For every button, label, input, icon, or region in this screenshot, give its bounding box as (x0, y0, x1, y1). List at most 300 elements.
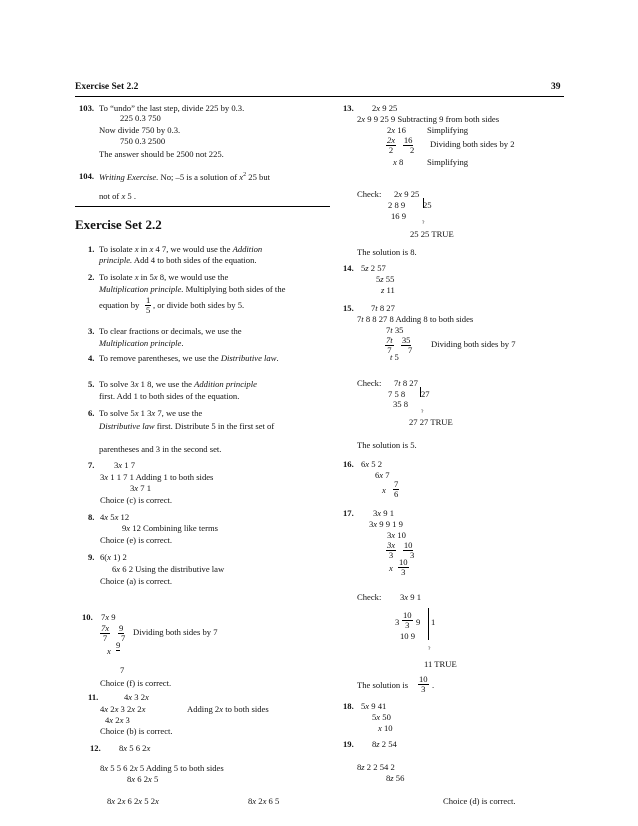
math-line (400, 593, 421, 602)
text-run: 2 57 (368, 263, 386, 273)
math-line (101, 613, 116, 622)
var: x (134, 483, 139, 493)
math-line (369, 520, 403, 529)
text-run: to both sides (223, 704, 269, 714)
step-note: Simplifying (427, 125, 469, 135)
coef: 6 2 (125, 796, 139, 806)
math-line (357, 763, 395, 772)
math-line (357, 315, 473, 324)
coef: 3 (373, 508, 378, 518)
problem-number: 14. (343, 263, 354, 273)
choice-text: Choice (d) is correct. (443, 796, 516, 806)
var: x (121, 191, 126, 201)
solution-text: The solution is 5. (357, 440, 417, 450)
text-run: 10 (395, 530, 406, 540)
var: x (114, 704, 119, 714)
coef: 5 (361, 701, 366, 711)
var: z (380, 274, 384, 284)
text-run: To solve 5 (99, 408, 135, 418)
problem-number: 103. (79, 103, 95, 113)
problem-number: 104. (79, 171, 95, 181)
text-run: No; –5 is a solution of (158, 171, 240, 182)
problem-number: 3. (88, 326, 95, 336)
coef: 9 (122, 523, 127, 533)
coef: 8 (107, 796, 112, 806)
text-run: Addition (232, 244, 263, 254)
text-run: 16 (395, 125, 406, 135)
coef: 6 (112, 564, 117, 574)
denominator: 3 (410, 549, 415, 560)
choice-text: Choice (a) is correct. (100, 576, 173, 586)
denominator: 7 (387, 344, 392, 355)
numerator: 10 (419, 674, 428, 684)
var: x (119, 715, 124, 725)
coef: 6 (375, 470, 380, 480)
problem-text (99, 192, 136, 201)
var: x (382, 485, 386, 495)
denominator: 7 (121, 632, 126, 643)
coef: 3 2 (132, 692, 146, 702)
fraction (386, 541, 396, 559)
text-run: . (181, 338, 184, 348)
coef: 8 (100, 763, 105, 773)
check-label: Check: (357, 189, 382, 199)
var: x (252, 796, 257, 806)
text-run: To remove parentheses, we use the (99, 353, 221, 363)
denominator: 3 (405, 619, 410, 630)
var: z (365, 263, 369, 273)
var: t (390, 325, 393, 335)
coef: 7 (357, 314, 362, 324)
check-label: Check: (357, 592, 382, 602)
math-line: 2 8 9 (388, 200, 406, 210)
text-run: 10 (383, 723, 393, 733)
fraction (393, 480, 399, 498)
text-run: 1 1 7 1 Adding 1 to both sides (108, 472, 214, 482)
numerator: 9 (116, 640, 121, 650)
text-run: Distributive law (99, 421, 155, 431)
var: x (151, 408, 156, 418)
coef: 5 (361, 263, 366, 273)
text-run: 5 Adding 5 to both sides (137, 763, 224, 773)
var: z (376, 739, 380, 749)
coef: 5 (372, 712, 377, 722)
var: x (116, 564, 121, 574)
text-run: 7 (383, 470, 390, 480)
coef: 2 (113, 715, 120, 725)
text-run: 8 27 (400, 378, 418, 388)
problem-number: 19. (343, 739, 354, 749)
math-line (386, 326, 403, 335)
text-run: To solve 3 (99, 379, 135, 389)
var: x (131, 704, 136, 714)
text-run: Distributive law (220, 353, 277, 363)
text-run: 9 1 (381, 508, 395, 518)
fraction (418, 675, 429, 693)
var: t (398, 378, 401, 388)
denominator: 7 (102, 632, 108, 643)
var: x (105, 612, 110, 622)
text-run: Addition principle (194, 379, 257, 389)
var: x (146, 743, 151, 753)
math-line (372, 740, 397, 749)
coef: 8 (386, 773, 391, 783)
problem-text (99, 256, 257, 265)
var: x (111, 796, 116, 806)
coef: 3 2 (118, 704, 132, 714)
text-run: To isolate (99, 244, 135, 254)
math-line (394, 379, 418, 388)
var: t (375, 303, 378, 313)
math-line (361, 702, 386, 711)
math-line (100, 513, 129, 522)
coef: 2 (387, 125, 392, 135)
math-line (393, 158, 403, 167)
text-run: 8 (398, 157, 404, 167)
math-line (373, 509, 394, 518)
problem-number: 12. (90, 743, 101, 753)
var: x (376, 712, 381, 722)
var: x (361, 114, 366, 124)
problem-number: 10. (82, 612, 93, 622)
var: z (381, 285, 385, 295)
coef: 4 (124, 692, 129, 702)
numerator: 10 (403, 610, 412, 620)
numerator: 35 (401, 335, 411, 345)
text-run: 5 (394, 352, 399, 362)
text-run: 1 3 (138, 408, 152, 418)
coef: 2 (357, 114, 362, 124)
math-line: 16 9 (391, 211, 407, 221)
coef: 3 (130, 483, 135, 493)
math-line (100, 553, 127, 562)
var: x (138, 796, 143, 806)
problem-text: parentheses and 3 in the second set. (99, 444, 222, 454)
math-line (130, 484, 151, 493)
math-line (124, 693, 149, 702)
text-run: Multiplication principle (99, 338, 182, 348)
step-note: Dividing both sides by 7 (133, 627, 218, 637)
var: x (104, 763, 109, 773)
fraction (100, 624, 110, 642)
coef: 8 (357, 762, 362, 772)
var: x (404, 592, 409, 602)
problem-text: To “undo” the last step, divide 225 by 0.3. (99, 103, 245, 113)
denominator: 3 (388, 549, 394, 560)
var: x (239, 171, 244, 182)
denominator: 3 (401, 566, 406, 577)
problem-number: 7. (88, 460, 95, 470)
coef: 2 (115, 796, 122, 806)
problem-text: equation by (99, 300, 140, 310)
solution-text: . (432, 680, 435, 690)
var: x (378, 723, 382, 733)
var: x (133, 763, 138, 773)
math-line (386, 774, 404, 783)
choice-text: Choice (e) is correct. (100, 535, 173, 545)
text-run: 35 (392, 325, 404, 335)
problem-number: 18. (343, 701, 354, 711)
problem-text (99, 380, 257, 389)
coef: 2 (394, 189, 399, 199)
coef: 5 (108, 512, 115, 522)
check-divider (428, 608, 429, 640)
text-run: 8 27 (377, 303, 395, 313)
coef: 8 (248, 796, 253, 806)
numerator: 16 (403, 135, 413, 145)
var: x (104, 472, 109, 482)
text-run: 4 7, we would use the (153, 244, 233, 254)
step-note: Dividing both sides by 7 (431, 339, 516, 349)
text-run: first. Distribute 5 in the first set of (154, 421, 275, 431)
problem-number: 9. (88, 552, 95, 562)
coef: 3 (114, 460, 119, 470)
numerator: 1 (146, 295, 151, 305)
text-run: 11 (386, 285, 395, 295)
var: x (391, 530, 396, 540)
numerator: 2x (387, 135, 396, 145)
coef: 2 (135, 704, 142, 714)
var: x (262, 796, 267, 806)
question-mark: ? (421, 409, 424, 415)
text-run: 9 25 (380, 103, 398, 113)
var: x (145, 692, 149, 702)
math-line (387, 531, 406, 540)
problem-text (99, 245, 262, 254)
coef: 7 (386, 325, 391, 335)
section-heading: Exercise Set 2.2 (75, 217, 162, 232)
var: x (393, 157, 397, 167)
text-run: in 5 (138, 272, 154, 282)
var: x (373, 519, 378, 529)
running-title: Exercise Set 2.2 (75, 82, 139, 92)
denominator: 2 (410, 144, 415, 155)
problem-text (99, 409, 202, 418)
var: x (128, 692, 133, 702)
math-line (119, 744, 150, 753)
coef: 7 (371, 303, 376, 313)
text-run: 6 2 Using the distributive law (120, 564, 225, 574)
var: x (134, 244, 139, 254)
text-run: 2 2 54 2 (364, 762, 395, 772)
var: x (376, 103, 381, 113)
var: x (398, 189, 403, 199)
math-line: 225 0.3 750 (120, 113, 161, 123)
header-rule (75, 96, 564, 97)
text-run: 2 54 (379, 739, 397, 749)
coef: 5 6 2 (127, 743, 147, 753)
fraction (386, 136, 396, 154)
numerator: 7t (386, 335, 393, 345)
coef: 7 (394, 378, 399, 388)
math-line (105, 716, 130, 725)
var: x (104, 704, 109, 714)
math-line (361, 460, 382, 469)
math-line (381, 286, 395, 295)
math-line: 10 9 (400, 631, 416, 641)
var: x (149, 244, 154, 254)
var: x (134, 272, 139, 282)
var: x (121, 796, 126, 806)
math-line (372, 104, 397, 113)
text-run: 9 41 (369, 701, 387, 711)
var: x (123, 743, 128, 753)
numerator: 7x (101, 623, 110, 633)
var: x (379, 470, 384, 480)
problem-number: 4. (88, 353, 95, 363)
text-run: . (276, 353, 279, 363)
text-run: 3 (123, 715, 130, 725)
math-line (376, 275, 394, 284)
math-line: 35 8 (393, 399, 409, 409)
problem-number: 11. (88, 692, 99, 702)
coef: 2 (108, 704, 115, 714)
var: x (389, 563, 393, 573)
problem-text: Now divide 750 by 0.3. (99, 125, 181, 135)
problem-text: first. Add 1 to both sides of the equation. (99, 391, 240, 401)
question-mark: ? (422, 220, 425, 226)
solution-text: The solution is (357, 680, 409, 690)
math-line (390, 353, 399, 362)
coef: 5 2 (142, 796, 156, 806)
denominator: 5 (146, 304, 151, 315)
denominator: 6 (394, 488, 399, 499)
text-run: 9 9 1 9 (377, 519, 403, 529)
problem-text: , or divide both sides by 5. (153, 300, 245, 310)
var: x (219, 704, 224, 714)
var: x (148, 774, 152, 784)
var: t (361, 314, 364, 324)
choice-text: Choice (b) is correct. (100, 726, 173, 736)
math-line (357, 115, 499, 124)
math-line (100, 473, 213, 482)
coef: 8 (119, 743, 124, 753)
choice-text: Choice (c) is correct. (100, 495, 173, 505)
coef: 6 2 (135, 774, 149, 784)
math-line: 1 (431, 617, 436, 627)
var: x (107, 646, 111, 656)
text-run: 7 1 (138, 483, 152, 493)
coef: 3 (387, 530, 392, 540)
coef: 8 (372, 739, 377, 749)
text-run: principle. (99, 255, 133, 265)
text-run: 56 (393, 773, 405, 783)
problem-text (99, 285, 285, 294)
math-line (127, 775, 158, 784)
var: x (118, 460, 123, 470)
choice-text: Choice (f) is correct. (100, 678, 172, 688)
text-run: Multiplication principle. (99, 284, 184, 294)
coef: 4 (105, 715, 110, 725)
coef: 8 (127, 774, 132, 784)
text-run: 1 8, we use the (138, 379, 195, 389)
var: x (134, 408, 139, 418)
numerator: 7 (394, 479, 399, 489)
writing-exercise-label: Writing Exercise. (99, 171, 159, 182)
coef: 3 (400, 592, 405, 602)
coef: 6 (361, 459, 366, 469)
math-line: 7 5 8 (388, 389, 406, 399)
fraction (145, 296, 151, 314)
problem-number: 8. (88, 512, 95, 522)
text-run: 9 1 (408, 592, 422, 602)
text-run: 9 25 (402, 189, 420, 199)
text-run: 1) 2 (111, 552, 127, 562)
text-run: 9 (109, 612, 116, 622)
problem-text (99, 273, 228, 282)
fraction (400, 336, 412, 354)
var: x (377, 508, 382, 518)
denominator: 3 (421, 683, 426, 694)
text-run: 9 9 25 9 Subtracting 9 from both sides (365, 114, 500, 124)
math-line (107, 797, 159, 806)
problem-number: 15. (343, 303, 354, 313)
var: x (109, 715, 114, 725)
text-run: Add 4 to both sides of the equation. (132, 255, 257, 265)
denominator: 7 (408, 344, 413, 355)
math-line (114, 461, 135, 470)
var: z (361, 762, 365, 772)
math-line (371, 304, 395, 313)
math-line: 9 (416, 617, 421, 627)
math-line: 25 25 TRUE (410, 229, 454, 239)
coef: 5 (376, 274, 381, 284)
var: x (365, 701, 370, 711)
var: t (390, 352, 393, 362)
text-run: 12 Combining like terms (130, 523, 218, 533)
text-run: 5 2 (369, 459, 383, 469)
text-run: 50 (380, 712, 391, 722)
text-run: 5 . (125, 191, 137, 201)
fraction (402, 611, 413, 629)
fraction (402, 136, 414, 154)
coef: 2 (372, 103, 377, 113)
coef: 3 (100, 472, 105, 482)
var: x (391, 125, 396, 135)
coef: 4 (100, 512, 105, 522)
section-rule (75, 206, 330, 207)
math-line (378, 724, 393, 733)
step-note: Simplifying (427, 157, 469, 167)
math-line: 27 (421, 389, 430, 399)
problem-text: To clear fractions or decimals, we use the (99, 326, 242, 336)
math-line (372, 713, 391, 722)
text-run: Adding 2 (187, 704, 220, 714)
var: z (390, 773, 394, 783)
denominator: 7 (120, 665, 125, 675)
text-run: 25 but (246, 171, 270, 182)
problem-text: The answer should be 2500 not 225. (99, 149, 224, 159)
text-run: 6 5 (266, 796, 280, 806)
numerator: 3x (387, 540, 396, 550)
math-line: 25 (423, 200, 432, 210)
math-line (122, 524, 218, 533)
problem-number: 17. (343, 508, 354, 518)
var: x (155, 796, 159, 806)
coef: 5 5 6 2 (108, 763, 134, 773)
text-run: 55 (383, 274, 395, 284)
problem-number: 5. (88, 379, 95, 389)
var: x (114, 512, 119, 522)
var: x (131, 774, 136, 784)
denominator: 2 (388, 144, 394, 155)
solution-text: The solution is 8. (357, 247, 417, 257)
problem-number: 1. (88, 244, 95, 254)
numerator: 10 (403, 540, 413, 550)
text-run: in (138, 244, 150, 254)
problem-number: 2. (88, 272, 95, 282)
step-note (187, 705, 269, 714)
